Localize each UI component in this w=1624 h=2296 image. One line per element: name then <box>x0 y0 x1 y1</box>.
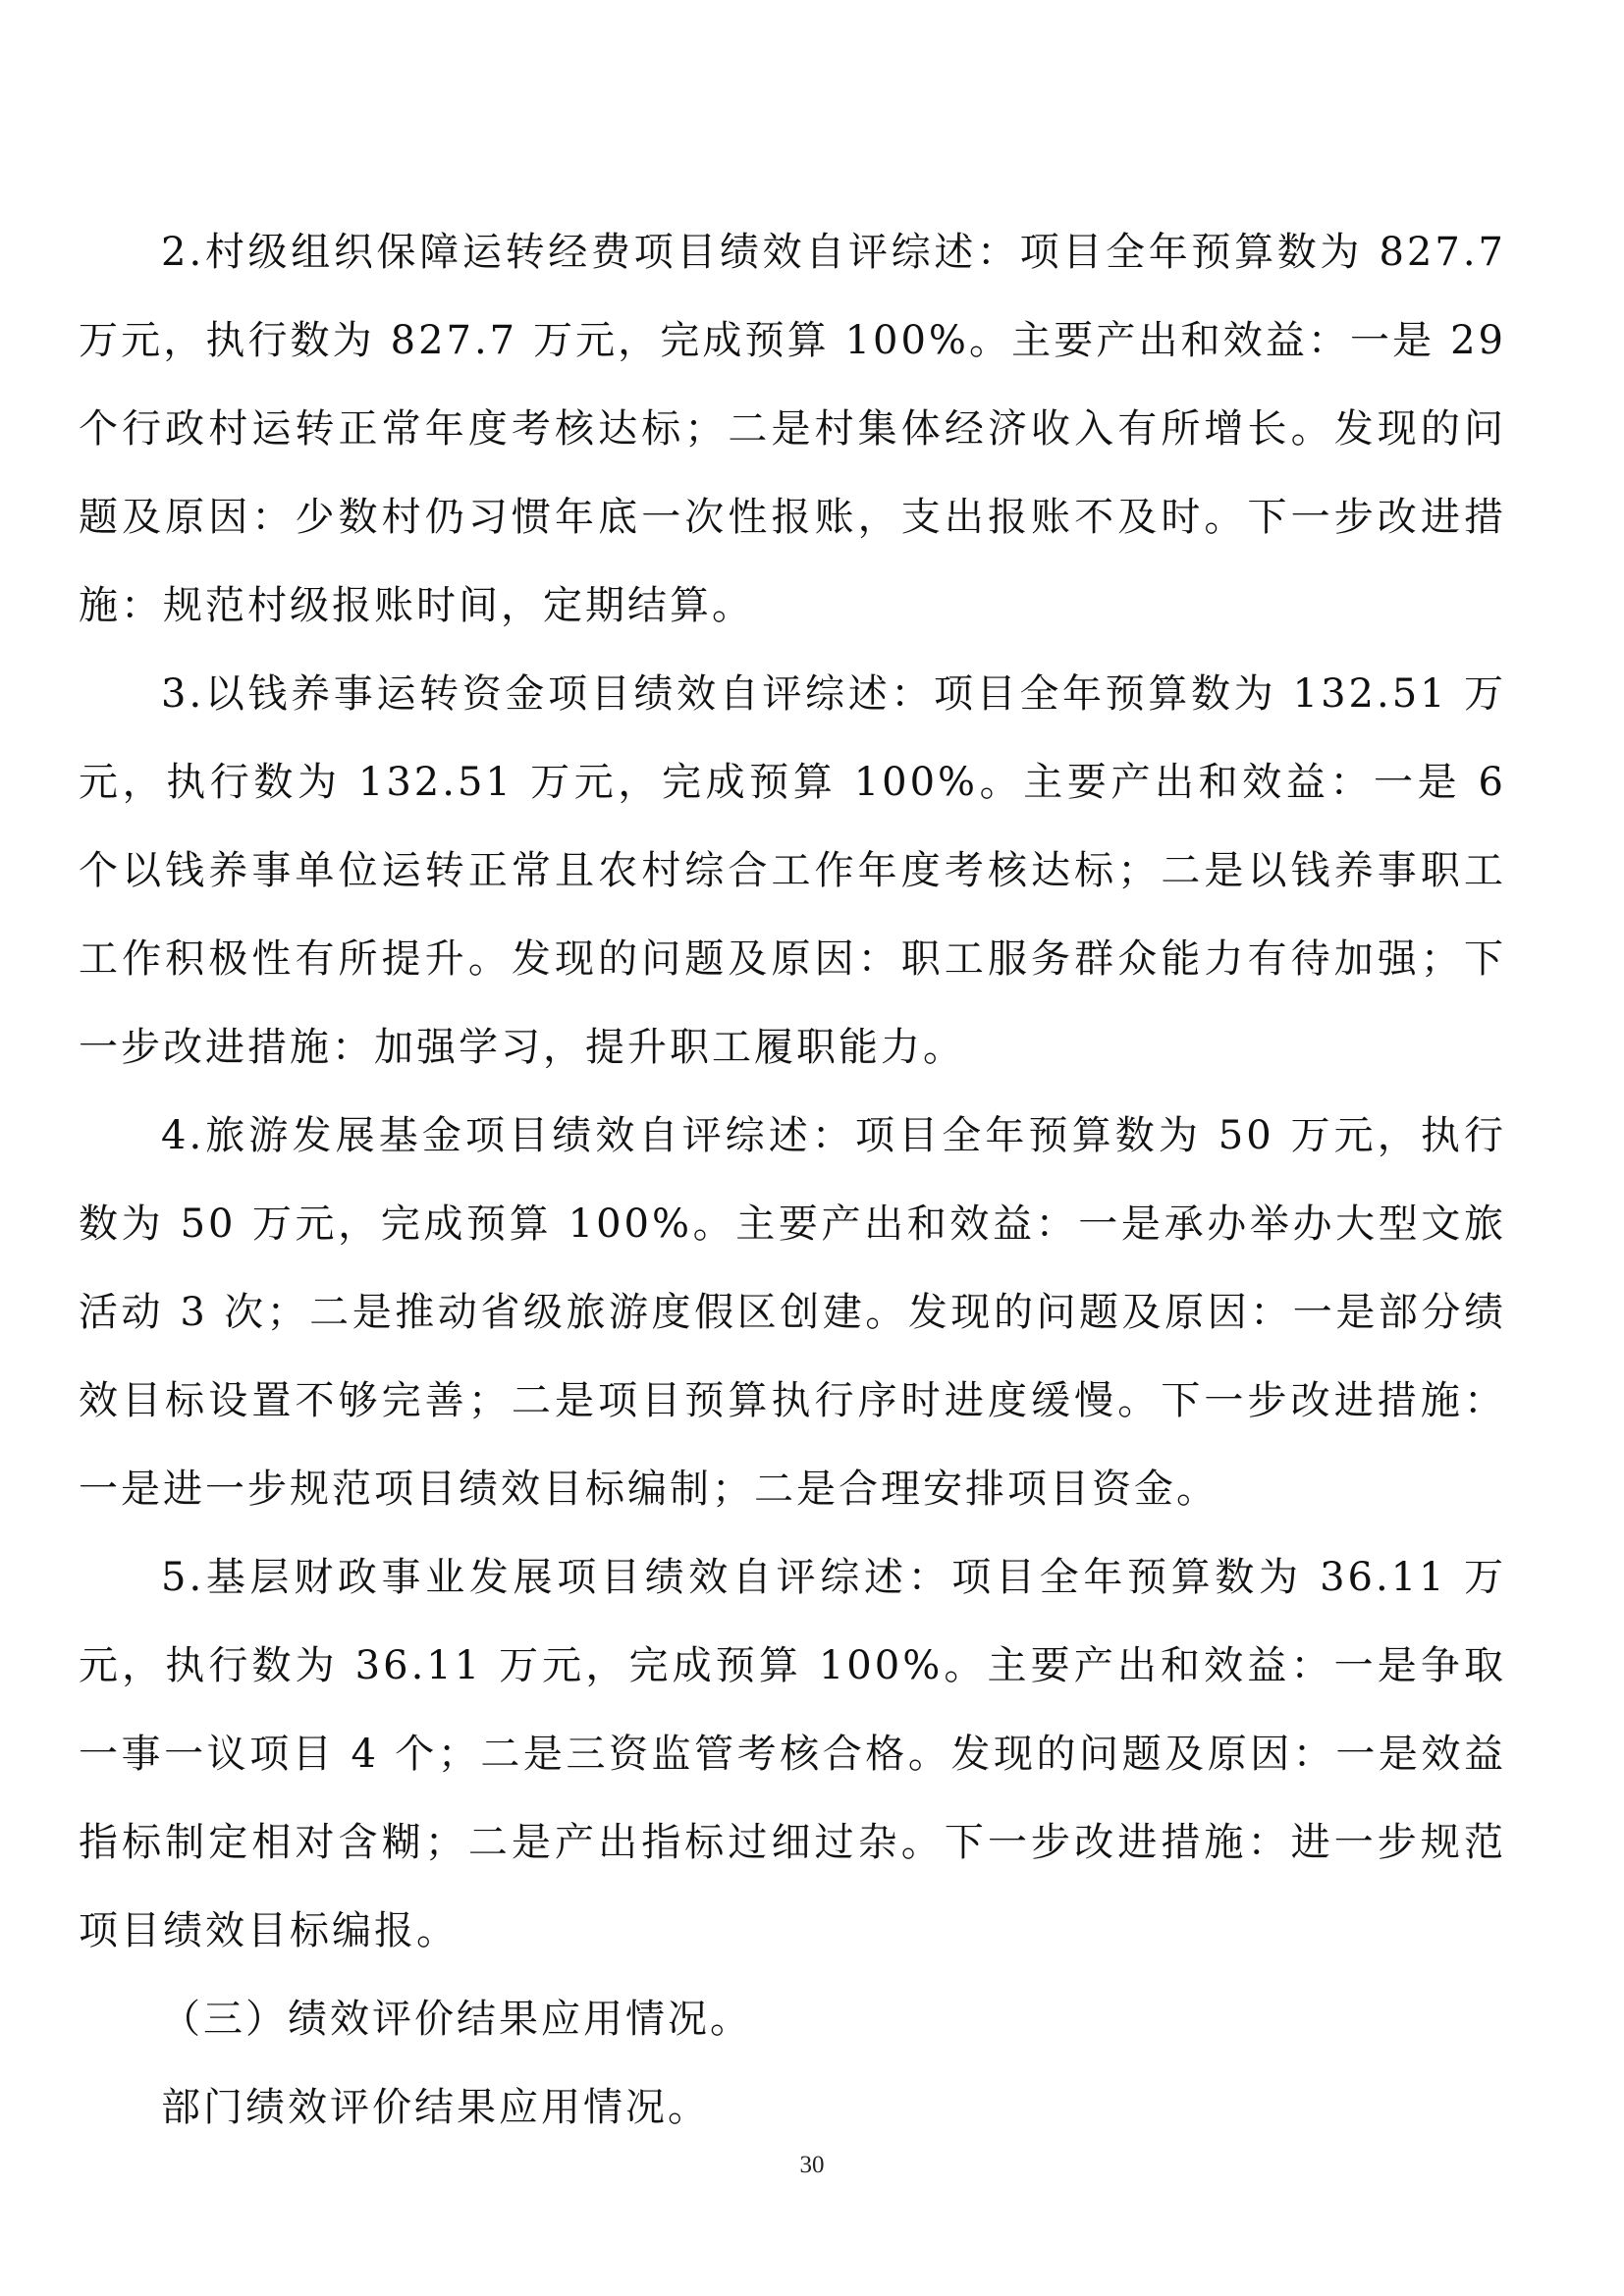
section-heading-evaluation-results: （三）绩效评价结果应用情况。 <box>161 1997 752 2042</box>
paragraph-grassroots-finance: 5.基层财政事业发展项目绩效自评综述：项目全年预算数为 36.11 万元，执行数为 36.11 万元，完成预算 100%。主要产出和效益：一是争取一事一议项目 4 个；二是三资监管考核合格。发现的问题及原因：一是效益指标制定相对含糊；二是产出指标过细过杂。下一步改进措施：进一步规范项目绩效目标编报。 <box>79 1555 1506 1953</box>
document-body <box>79 208 1506 2152</box>
paragraph-village-org-funding: 2.村级组织保障运转经费项目绩效自评综述：项目全年预算数为 827.7 万元，执行数为 827.7 万元，完成预算 100%。主要产出和效益：一是 29 个行政村运转正常年度考核达标；二是村集体经济收入有所增长。发现的问题及原因：少数村仍习惯年底一次性报账，支出报账不及时。下一步改进措施：规范村级报账时间，定期结算。 <box>79 230 1506 628</box>
page-number: 30 <box>799 2152 825 2178</box>
paragraph-department-results: 部门绩效评价结果应用情况。 <box>161 2085 710 2130</box>
paragraph-yiqian-yangshi-funding: 3.以钱养事运转资金项目绩效自评综述：项目全年预算数为 132.51 万元，执行数为 132.51 万元，完成预算 100%。主要产出和效益：一是 6 个以钱养事单位运转正常且农村综合工作年度考核达标；二是以钱养事职工工作积极性有所提升。发现的问题及原因：职工服务群众能力有待加强；下一步改进措施：加强学习，提升职工履职能力。 <box>79 671 1506 1070</box>
paragraph-tourism-fund: 4.旅游发展基金项目绩效自评综述：项目全年预算数为 50 万元，执行数为 50 万元，完成预算 100%。主要产出和效益：一是承办举办大型文旅活动 3 次；二是推动省级旅游度假区创建。发现的问题及原因：一是部分绩效目标设置不够完善；二是项目预算执行序时进度缓慢。下一步改进措施：一是进一步规范项目绩效目标编制；二是合理安排项目资金。 <box>79 1113 1506 1512</box>
